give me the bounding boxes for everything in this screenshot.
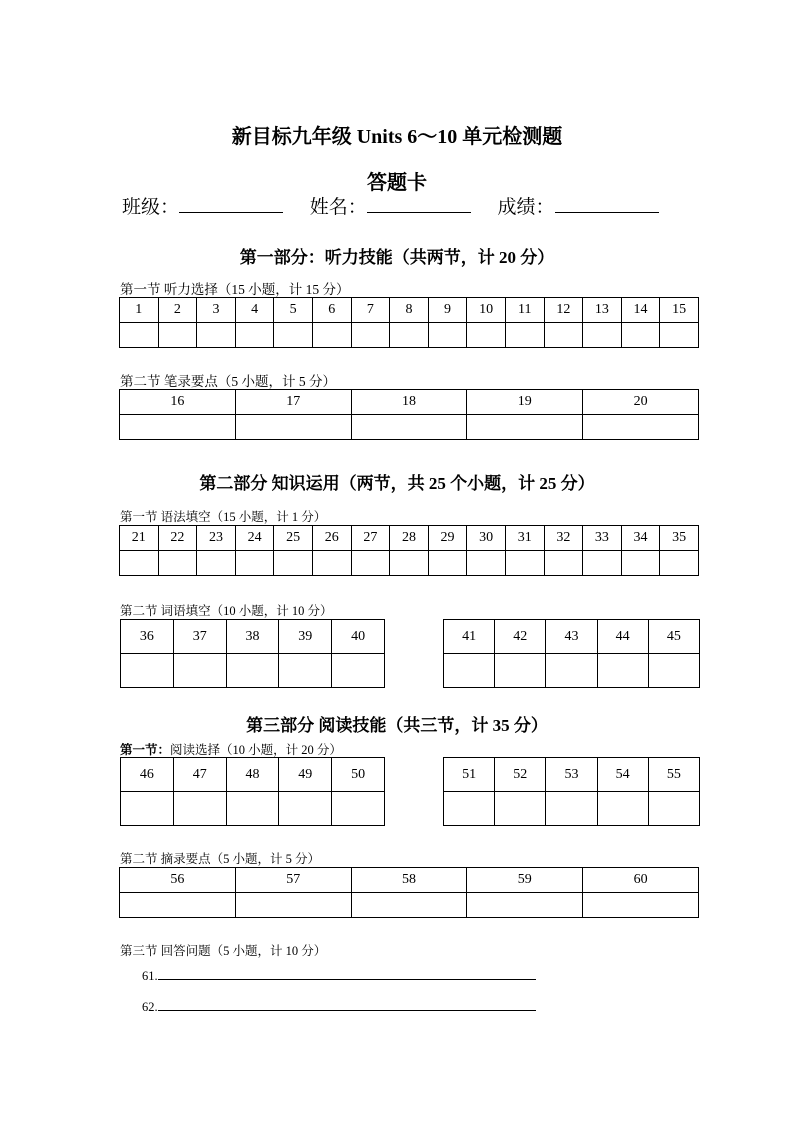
answer-cell[interactable]	[197, 551, 236, 576]
question-number-cell: 50	[332, 758, 385, 792]
name-blank[interactable]	[367, 196, 471, 213]
part2-sec1-grid	[119, 525, 699, 576]
question-number-cell: 7	[351, 298, 390, 323]
question-number-cell: 28	[390, 526, 429, 551]
answer-cell[interactable]	[279, 792, 332, 826]
question-number-cell: 57	[235, 868, 351, 893]
question-number-cell: 37	[173, 620, 226, 654]
answer-cell[interactable]	[583, 551, 622, 576]
answer-cell[interactable]	[660, 323, 699, 348]
answer-cell[interactable]	[505, 551, 544, 576]
question-number-cell: 48	[226, 758, 279, 792]
answer-cell[interactable]	[544, 551, 583, 576]
question-number-cell: 47	[173, 758, 226, 792]
question-number-cell: 45	[648, 620, 699, 654]
class-label: 班级：	[122, 197, 180, 218]
answer-cell[interactable]	[583, 893, 699, 918]
question-number-row	[121, 620, 385, 654]
question-number-cell: 16	[120, 390, 236, 415]
question-number-cell: 9	[428, 298, 467, 323]
question-number-cell: 13	[583, 298, 622, 323]
student-info-line	[122, 192, 681, 219]
answer-row	[444, 654, 700, 688]
answer-cell[interactable]	[621, 323, 660, 348]
answer-cell[interactable]	[467, 551, 506, 576]
question-number-cell: 32	[544, 526, 583, 551]
part3-sec1-label-rest: 阅读选择（10 小题，计 20 分）	[170, 743, 342, 757]
part3-sec1-grid-left	[120, 757, 385, 826]
answer-cell[interactable]	[444, 792, 495, 826]
question-number-cell: 19	[467, 390, 583, 415]
answer-cell[interactable]	[428, 323, 467, 348]
score-blank[interactable]	[555, 196, 659, 213]
question-number-cell: 58	[351, 868, 467, 893]
answer-cell[interactable]	[120, 323, 159, 348]
answer-number-61: 61.	[142, 969, 158, 983]
question-number-row	[120, 526, 699, 551]
answer-cell[interactable]	[648, 654, 699, 688]
answer-row	[120, 893, 699, 918]
answer-cell[interactable]	[158, 551, 197, 576]
answer-underline[interactable]	[158, 998, 536, 1011]
part1-heading: 第一部分：听力技能（共两节，计 20 分）	[239, 248, 555, 267]
answer-cell[interactable]	[546, 792, 597, 826]
answer-cell[interactable]	[120, 893, 236, 918]
answer-cell[interactable]	[351, 893, 467, 918]
answer-cell[interactable]	[235, 323, 274, 348]
question-number-cell: 23	[197, 526, 236, 551]
question-number-cell: 22	[158, 526, 197, 551]
question-number-cell: 49	[279, 758, 332, 792]
answer-cell[interactable]	[120, 415, 236, 440]
answer-sheet-subtitle: 答题卡	[367, 172, 427, 194]
page-title: 新目标九年级 Units 6～10 单元检测题	[231, 126, 563, 148]
question-number-cell: 21	[120, 526, 159, 551]
answer-row	[120, 323, 699, 348]
answer-cell[interactable]	[467, 415, 583, 440]
part3-sec2-grid	[119, 867, 699, 918]
question-number-cell: 8	[390, 298, 429, 323]
answer-cell[interactable]	[158, 323, 197, 348]
answer-cell[interactable]	[235, 415, 351, 440]
answer-cell[interactable]	[648, 792, 699, 826]
question-number-cell: 31	[505, 526, 544, 551]
question-number-cell: 43	[546, 620, 597, 654]
question-number-cell: 36	[121, 620, 174, 654]
question-number-cell: 3	[197, 298, 236, 323]
question-number-row	[444, 758, 700, 792]
question-number-cell: 17	[235, 390, 351, 415]
question-number-cell: 29	[428, 526, 467, 551]
answer-cell[interactable]	[444, 654, 495, 688]
answer-number-62: 62.	[142, 1000, 158, 1014]
answer-cell[interactable]	[226, 792, 279, 826]
question-number-cell: 38	[226, 620, 279, 654]
answer-cell[interactable]	[495, 792, 546, 826]
question-number-cell: 14	[621, 298, 660, 323]
part1-sec1-grid	[119, 297, 699, 348]
answer-cell[interactable]	[197, 323, 236, 348]
question-number-cell: 39	[279, 620, 332, 654]
question-number-cell: 56	[120, 868, 236, 893]
answer-row	[120, 551, 699, 576]
question-number-cell: 55	[648, 758, 699, 792]
question-number-cell: 53	[546, 758, 597, 792]
answer-line-62[interactable]	[142, 998, 536, 1015]
question-number-row	[444, 620, 700, 654]
answer-cell[interactable]	[274, 551, 313, 576]
answer-row	[120, 415, 699, 440]
answer-cell[interactable]	[173, 654, 226, 688]
question-number-cell: 6	[312, 298, 351, 323]
answer-cell[interactable]	[312, 551, 351, 576]
part3-heading: 第三部分 阅读技能（共三节，计 35 分）	[246, 716, 548, 735]
question-number-cell: 35	[660, 526, 699, 551]
answer-cell[interactable]	[390, 323, 429, 348]
question-number-cell: 11	[505, 298, 544, 323]
class-blank[interactable]	[179, 196, 283, 213]
answer-cell[interactable]	[274, 323, 313, 348]
answer-row	[121, 654, 385, 688]
question-number-cell: 27	[351, 526, 390, 551]
answer-cell[interactable]	[235, 551, 274, 576]
question-number-cell: 42	[495, 620, 546, 654]
part1-sec1-label: 第一节 听力选择（15 小题，计 15 分）	[120, 282, 350, 297]
answer-cell[interactable]	[120, 551, 159, 576]
question-number-cell: 33	[583, 526, 622, 551]
answer-row	[121, 792, 385, 826]
question-number-cell: 41	[444, 620, 495, 654]
answer-cell[interactable]	[351, 551, 390, 576]
question-number-cell: 40	[332, 620, 385, 654]
part1-sec2-grid	[119, 389, 699, 440]
answer-cell[interactable]	[597, 792, 648, 826]
answer-cell[interactable]	[226, 654, 279, 688]
question-number-cell: 59	[467, 868, 583, 893]
answer-cell[interactable]	[332, 792, 385, 826]
part3-sec3-label: 第三节 回答问题（5 小题，计 10 分）	[120, 944, 327, 958]
answer-cell[interactable]	[173, 792, 226, 826]
answer-cell[interactable]	[583, 323, 622, 348]
answer-cell[interactable]	[546, 654, 597, 688]
answer-cell[interactable]	[351, 415, 467, 440]
question-number-cell: 25	[274, 526, 313, 551]
answer-cell[interactable]	[312, 323, 351, 348]
answer-cell[interactable]	[660, 551, 699, 576]
question-number-cell: 51	[444, 758, 495, 792]
part3-sec1-grid-right	[443, 757, 700, 826]
question-number-row	[120, 390, 699, 415]
question-number-cell: 2	[158, 298, 197, 323]
question-number-cell: 20	[583, 390, 699, 415]
part3-sec1-label	[120, 740, 342, 758]
part3-sec1-label-bold: 第一节：	[120, 743, 171, 757]
part2-sec2-grid-right	[443, 619, 700, 688]
answer-line-61[interactable]	[142, 967, 536, 984]
question-number-row	[121, 758, 385, 792]
part2-sec2-grid-left	[120, 619, 385, 688]
answer-cell[interactable]	[332, 654, 385, 688]
answer-cell[interactable]	[597, 654, 648, 688]
question-number-row	[120, 298, 699, 323]
question-number-cell: 1	[120, 298, 159, 323]
question-number-cell: 60	[583, 868, 699, 893]
answer-underline[interactable]	[158, 967, 536, 980]
question-number-cell: 46	[121, 758, 174, 792]
score-label: 成绩：	[497, 197, 555, 218]
question-number-cell: 15	[660, 298, 699, 323]
answer-cell[interactable]	[121, 654, 174, 688]
answer-cell[interactable]	[279, 654, 332, 688]
question-number-cell: 24	[235, 526, 274, 551]
part2-sec2-label: 第二节 词语填空（10 小题，计 10 分）	[120, 604, 333, 618]
answer-cell[interactable]	[544, 323, 583, 348]
answer-cell[interactable]	[428, 551, 467, 576]
answer-cell[interactable]	[390, 551, 429, 576]
question-number-cell: 18	[351, 390, 467, 415]
answer-cell[interactable]	[467, 323, 506, 348]
question-number-cell: 4	[235, 298, 274, 323]
part2-heading: 第二部分 知识运用（两节，共 25 个小题，计 25 分）	[199, 474, 595, 493]
question-number-cell: 5	[274, 298, 313, 323]
answer-cell[interactable]	[467, 893, 583, 918]
question-number-cell: 44	[597, 620, 648, 654]
answer-cell[interactable]	[351, 323, 390, 348]
question-number-cell: 10	[467, 298, 506, 323]
question-number-row	[120, 868, 699, 893]
part3-sec2-label: 第二节 摘录要点（5 小题，计 5 分）	[120, 852, 321, 866]
answer-cell[interactable]	[621, 551, 660, 576]
part2-sec1-label: 第一节 语法填空（15 小题，计 1 分）	[120, 510, 327, 524]
answer-cell[interactable]	[121, 792, 174, 826]
part1-sec2-label: 第二节 笔录要点（5 小题，计 5 分）	[120, 374, 336, 389]
answer-cell[interactable]	[583, 415, 699, 440]
answer-cell[interactable]	[505, 323, 544, 348]
question-number-cell: 12	[544, 298, 583, 323]
answer-cell[interactable]	[235, 893, 351, 918]
question-number-cell: 30	[467, 526, 506, 551]
question-number-cell: 52	[495, 758, 546, 792]
name-label: 姓名：	[309, 197, 367, 218]
answer-row	[444, 792, 700, 826]
question-number-cell: 54	[597, 758, 648, 792]
question-number-cell: 34	[621, 526, 660, 551]
answer-cell[interactable]	[495, 654, 546, 688]
question-number-cell: 26	[312, 526, 351, 551]
